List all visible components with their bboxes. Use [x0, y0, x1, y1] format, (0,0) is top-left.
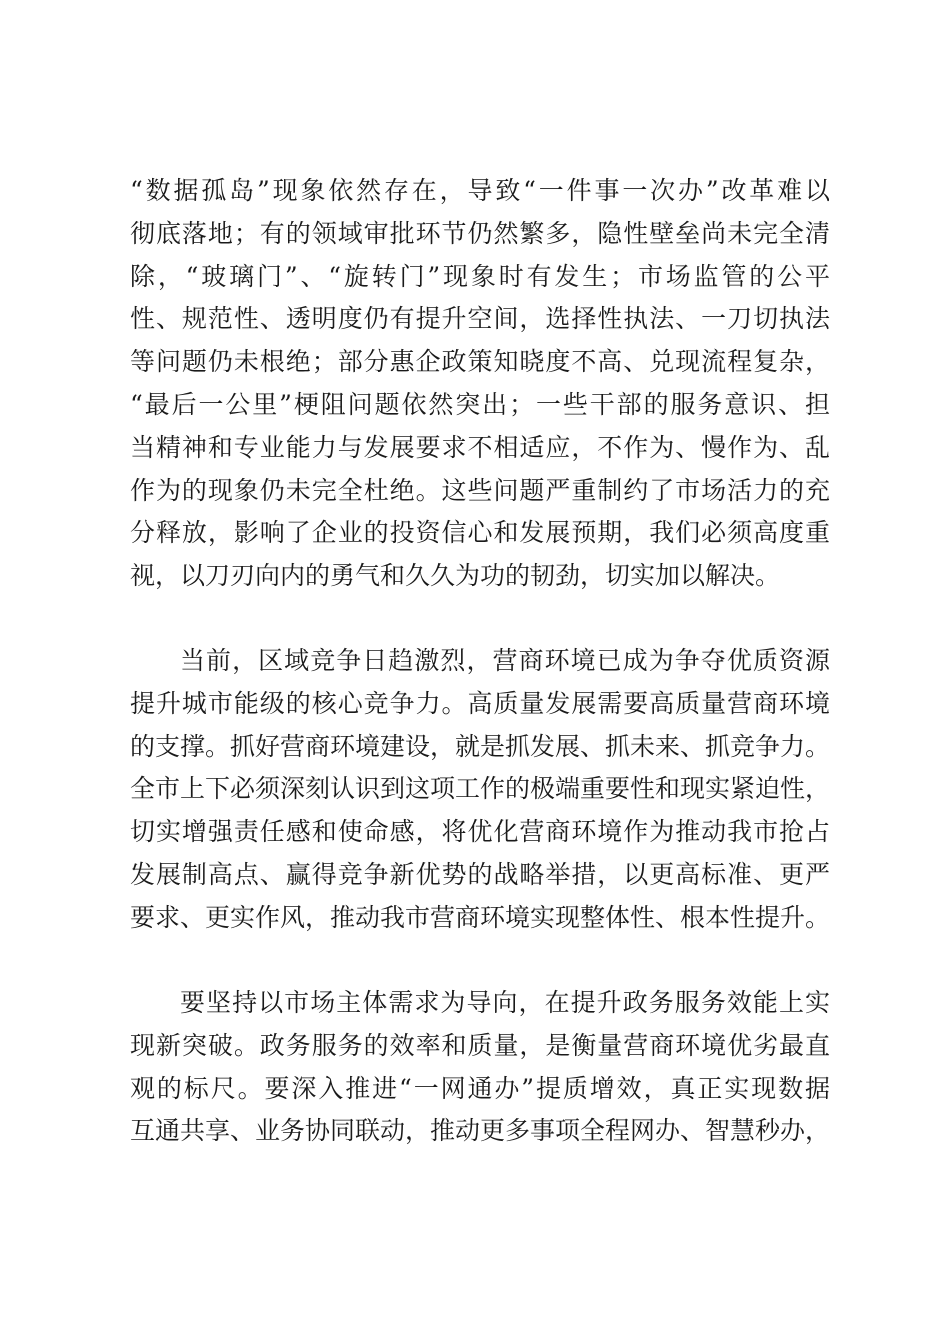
paragraph-line: 除，“玻璃门”、“旋转门”现象时有发生；市场监管的公平 [130, 261, 830, 291]
paragraph-1 [130, 170, 830, 598]
paragraph-line: “最后一公里”梗阻问题依然突出；一些干部的服务意识、担 [130, 389, 830, 419]
paragraph-line: “数据孤岛”现象依然存在，导致“一件事一次办”改革难以 [130, 176, 830, 205]
paragraph-line: 观的标尺。要深入推进“一网通办”提质增效，真正实现数据 [130, 1073, 830, 1103]
paragraph-line: 的支撑。抓好营商环境建设，就是抓发展、抓未来、抓竞争力。 [130, 731, 831, 761]
paragraph-line: 发展制高点、赢得竞争新优势的战略举措，以更高标准、更严 [130, 859, 830, 889]
paragraph-line: 视，以刀刃向内的勇气和久久为功的韧劲，切实加以解决。 [130, 561, 781, 591]
paragraph-line: 当前，区域竞争日趋激烈，营商环境已成为争夺优质资源 [180, 646, 830, 675]
paragraph-line: 等问题仍未根绝；部分惠企政策知晓度不高、兑现流程复杂， [130, 347, 830, 377]
paragraph-line: 互通共享、业务协同联动，推动更多事项全程网办、智慧秒办， [130, 1116, 831, 1146]
paragraph-line: 分释放，影响了企业的投资信心和发展预期，我们必须高度重 [130, 518, 830, 548]
paragraph-line: 要求、更实作风，推动我市营商环境实现整体性、根本性提升。 [130, 902, 831, 932]
paragraph-line: 彻底落地；有的领域审批环节仍然繁多，隐性壁垒尚未完全清 [130, 218, 830, 248]
paragraph-line: 全市上下必须深刻认识到这项工作的极端重要性和现实紧迫性， [130, 774, 831, 804]
paragraph-line: 要坚持以市场主体需求为导向，在提升政务服务效能上实 [180, 988, 830, 1017]
paragraph-3 [130, 982, 830, 1153]
paragraph-line: 作为的现象仍未完全杜绝。这些问题严重制约了市场活力的充 [130, 475, 830, 505]
paragraph-line: 提升城市能级的核心竞争力。高质量发展需要高质量营商环境 [130, 688, 830, 718]
paragraph-line: 性、规范性、透明度仍有提升空间，选择性执法、一刀切执法 [130, 304, 830, 334]
paragraph-line: 现新突破。政务服务的效率和质量，是衡量营商环境优劣最直 [130, 1030, 830, 1060]
paragraph-line: 当精神和专业能力与发展要求不相适应，不作为、慢作为、乱 [130, 432, 830, 462]
paragraph-2 [130, 640, 830, 940]
paragraph-line: 切实增强责任感和使命感，将优化营商环境作为推动我市抢占 [130, 817, 830, 847]
